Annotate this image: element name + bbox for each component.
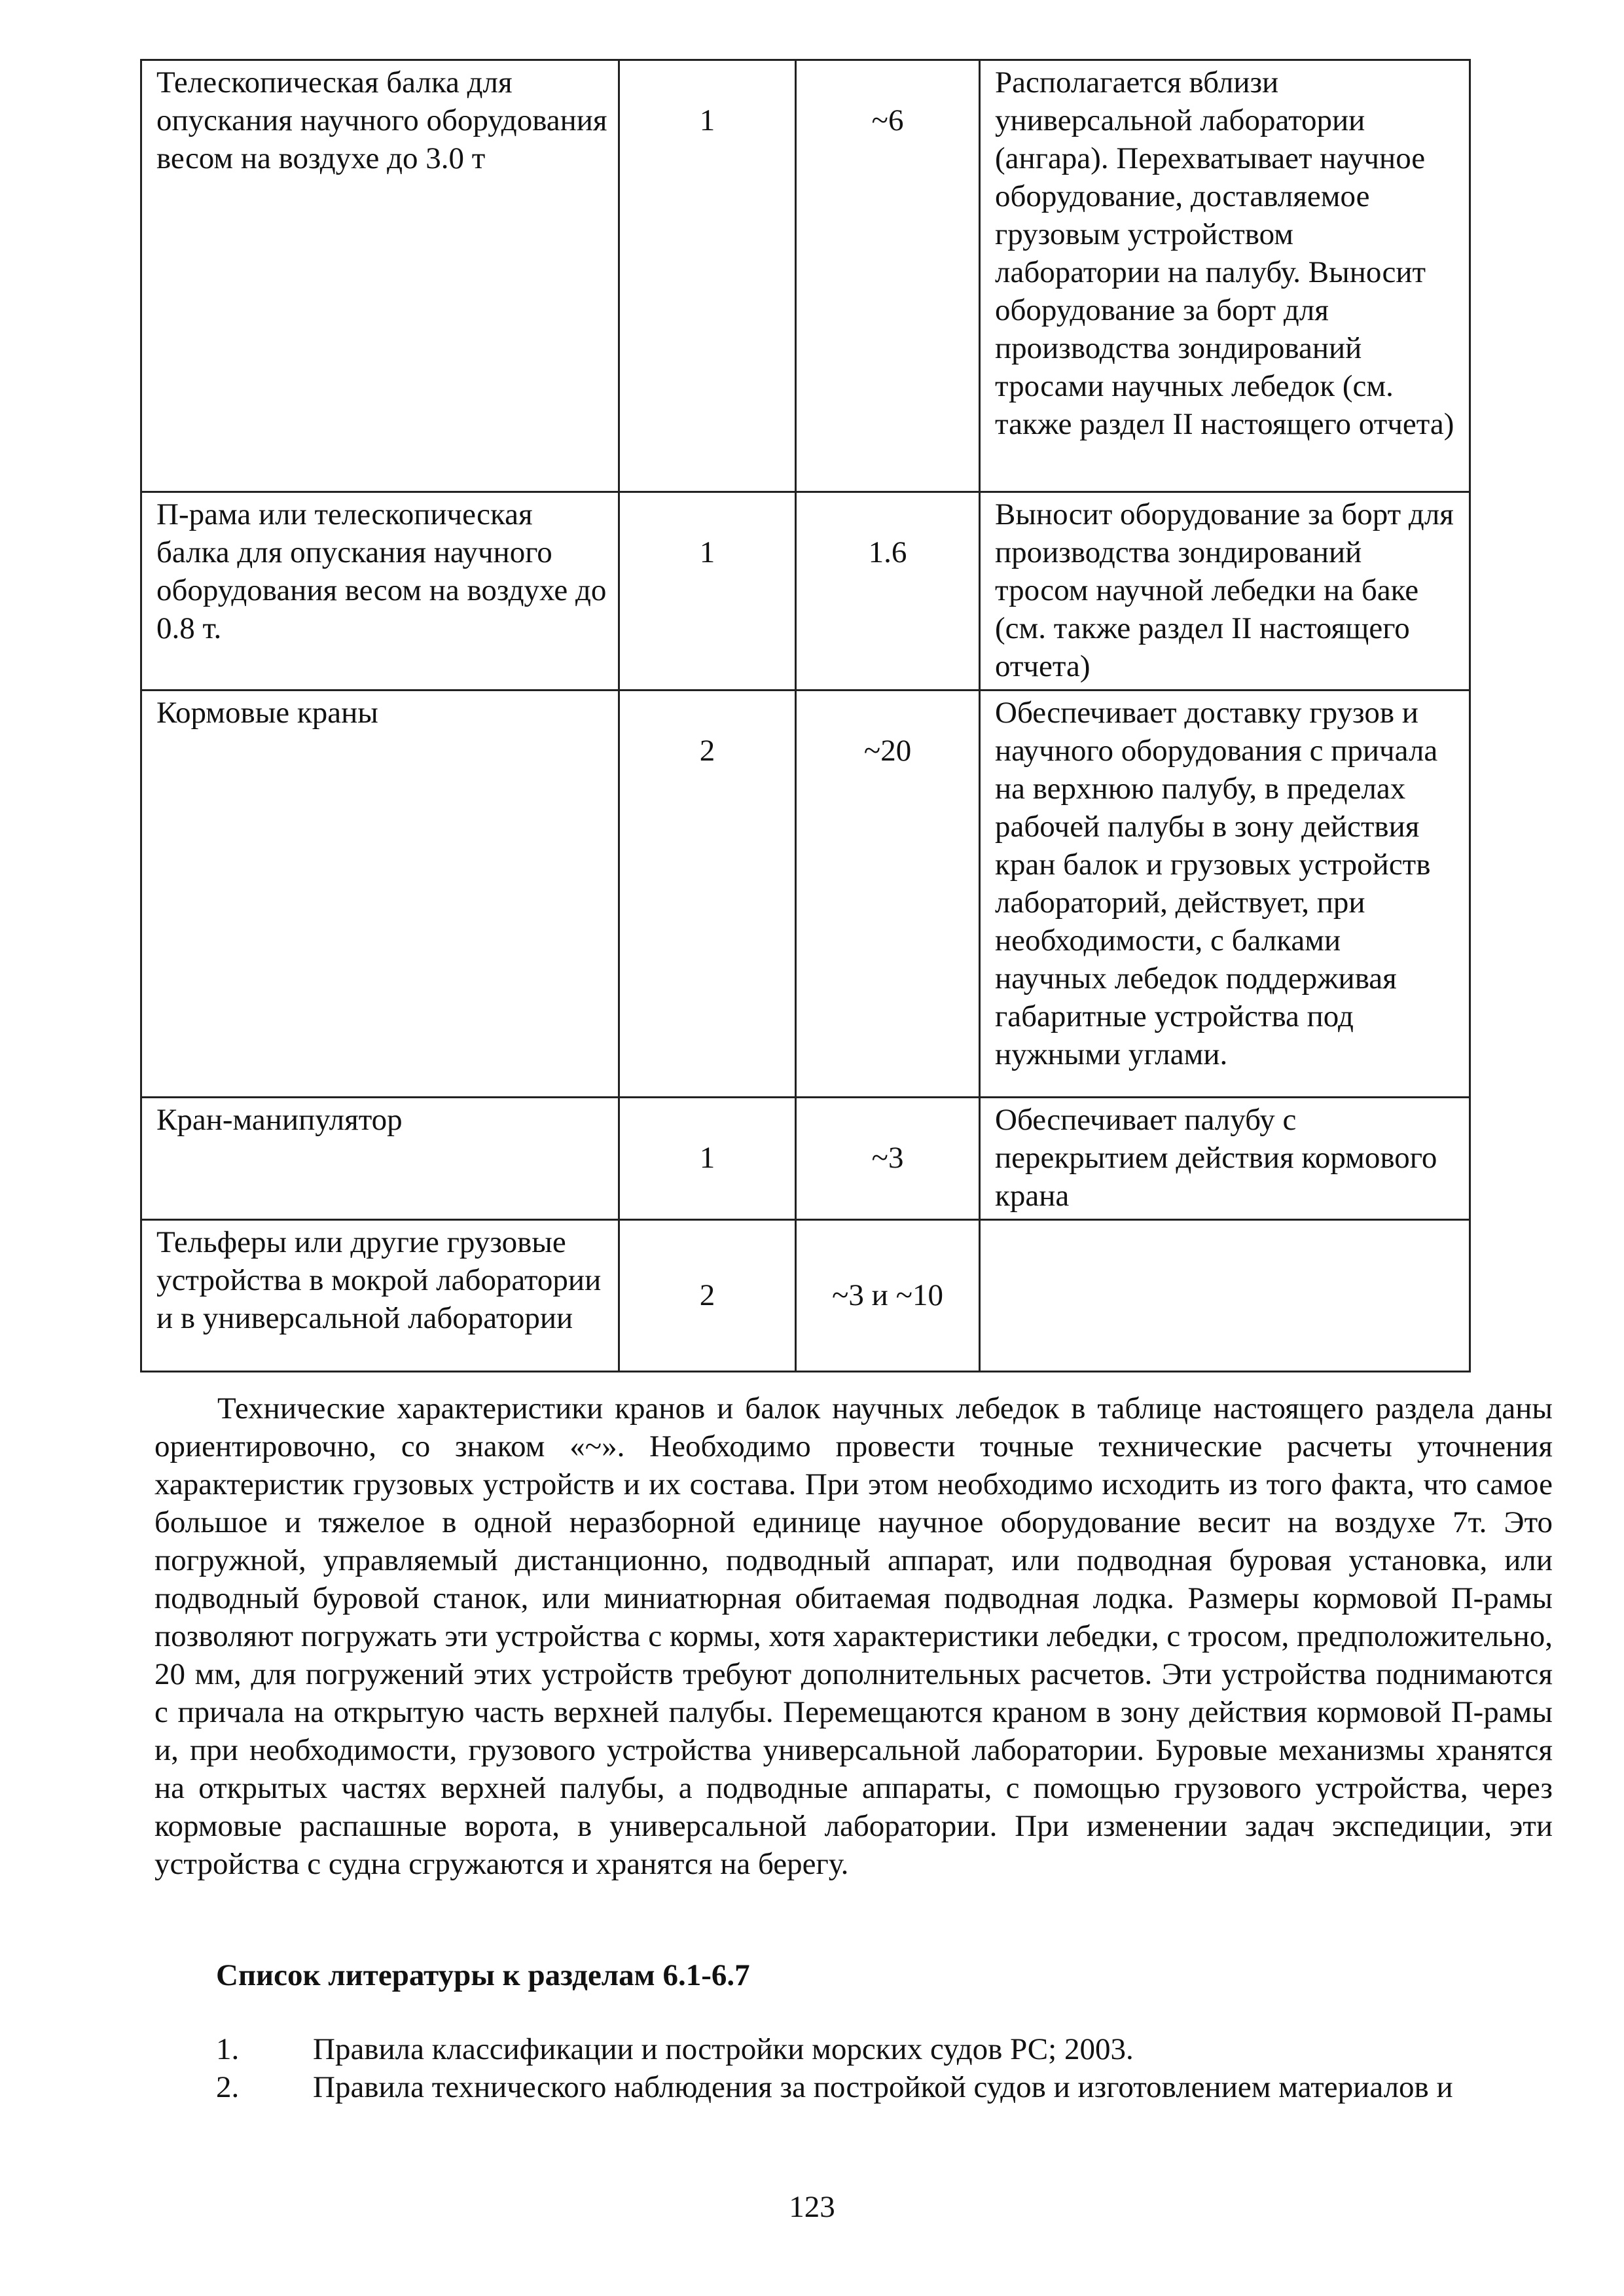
quantity-value: 1 xyxy=(699,103,715,137)
table-row xyxy=(141,1220,1470,1372)
quantity-value: 2 xyxy=(699,734,715,768)
list-item xyxy=(154,2030,1562,2068)
equipment-table xyxy=(140,59,1471,1372)
quantity-cell xyxy=(619,1098,796,1220)
quantity-value: 1 xyxy=(699,1141,715,1175)
table-row xyxy=(141,1098,1470,1220)
list-item-text: Правила классификации и постройки морских судов РС; 2003. xyxy=(313,2032,1134,2066)
quantity-cell xyxy=(619,691,796,1098)
quantity-cell xyxy=(619,60,796,492)
equipment-name-cell: Телескопическая балка для опускания научного оборудования весом на воздухе до 3.0 т xyxy=(141,60,619,492)
body-paragraph: Технические характеристики кранов и балок научных лебедок в таблице настоящего раздела даны ориентировочно, со знаком «~». Необходимо провести точные технические расчеты уточнения характеристик грузовых устройств и их состава. При этом необходимо исходить из того факта, что самое большое и тяжелое в одной неразборной единице научное оборудование весит на воздухе 7т. Это погружной, управляемый дистанционно, подводный аппарат, или подводная буровая установка, или подводный буровой станок, или миниатюрная обитаемая подводная лодка. Размеры кормовой П-рамы позволяют погружать эти устройства с кормы, хотя характеристики лебедки, с тросом, предположительно, 20 мм, для погружений этих устройств требуют дополнительных расчетов. Эти устройства поднимаются с причала на открытую часть верхней палубы. Перемещаются краном в зону действия кормовой П-рамы и, при необходимости, грузового устройства универсальной лаборатории. Буровые механизмы хранятся на открытых частях верхней палубы, а подводные аппараты, с помощью грузового устройства, через кормовые распашные ворота, в универсальной лаборатории. При изменении задач экспедиции, эти устройства с судна сгружаются и хранятся на берегу. xyxy=(154,1391,1553,1881)
capacity-cell xyxy=(796,60,980,492)
quantity-value: 2 xyxy=(699,1278,715,1312)
capacity-value: 1.6 xyxy=(868,535,907,569)
list-item-number: 1. xyxy=(216,2032,240,2066)
notes-cell: Располагается вблизи универсальной лаборатории (ангара). Перехватывает научное оборудование, доставляемое грузовым устройством лаборатории на палубу. Выносит оборудование за борт для производства зондирований тросами научных лебедок (см. также раздел II настоящего отчета) xyxy=(980,60,1470,492)
capacity-cell xyxy=(796,1220,980,1372)
capacity-value: ~20 xyxy=(863,734,912,768)
capacity-cell xyxy=(796,1098,980,1220)
list-item-text: Правила технического наблюдения за постройкой судов и изготовлением материалов и xyxy=(313,2070,1453,2104)
capacity-cell xyxy=(796,691,980,1098)
quantity-cell xyxy=(619,1220,796,1372)
quantity-cell xyxy=(619,492,796,691)
capacity-value: ~3 xyxy=(871,1141,904,1175)
table-row xyxy=(141,492,1470,691)
list-item-number: 2. xyxy=(216,2070,240,2104)
page-number: 123 xyxy=(789,2190,835,2224)
capacity-cell xyxy=(796,492,980,691)
notes-cell xyxy=(980,1220,1470,1372)
references-heading: Список литературы к разделам 6.1-6.7 xyxy=(216,1958,750,1992)
list-item xyxy=(154,2068,1562,2106)
notes-cell: Обеспечивает доставку грузов и научного оборудования с причала на верхнюю палубу, в пределах рабочей палубы в зону действия кран балок и грузовых устройств лабораторий, действует, при необходимости, с балками научных лебедок поддерживая габаритные устройства под нужными углами. xyxy=(980,691,1470,1098)
notes-cell: Выносит оборудование за борт для производства зондирований тросом научной лебедки на баке (см. также раздел II настоящего отчета) xyxy=(980,492,1470,691)
table-row xyxy=(141,60,1470,492)
quantity-value: 1 xyxy=(699,535,715,569)
equipment-name-cell: П-рама или телескопическая балка для опускания научного оборудования весом на воздухе до 0.8 т. xyxy=(141,492,619,691)
capacity-value: ~6 xyxy=(871,103,904,137)
capacity-value: ~3 и ~10 xyxy=(831,1278,943,1312)
equipment-name-cell: Кран-манипулятор xyxy=(141,1098,619,1220)
notes-cell: Обеспечивает палубу с перекрытием действия кормового крана xyxy=(980,1098,1470,1220)
equipment-name-cell: Кормовые краны xyxy=(141,691,619,1098)
references-list xyxy=(154,2030,1562,2106)
table-row xyxy=(141,691,1470,1098)
equipment-name-cell: Тельферы или другие грузовые устройства в мокрой лаборатории и в универсальной лаборатории xyxy=(141,1220,619,1372)
